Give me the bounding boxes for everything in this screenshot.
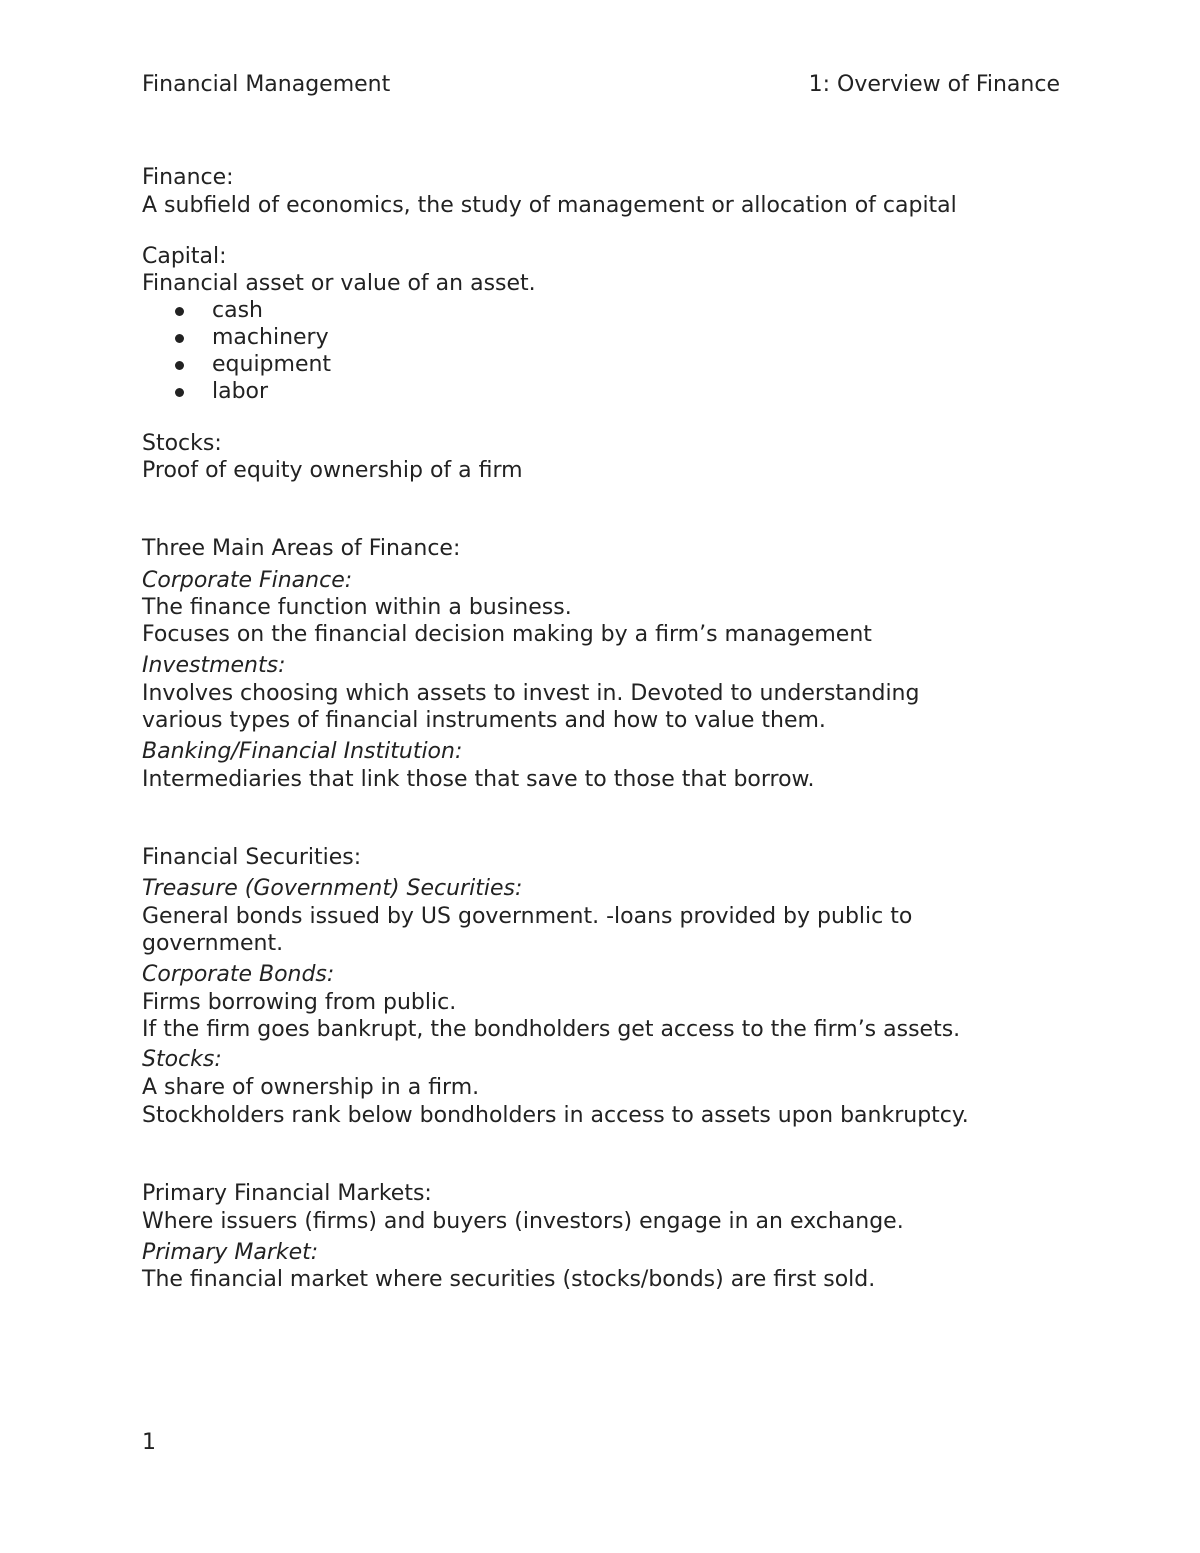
list-item-label: equipment xyxy=(212,352,332,377)
investments-line-1: Involves choosing which assets to invest in. Devoted to understanding xyxy=(142,681,920,706)
list-item-label: cash xyxy=(212,298,263,323)
banking-label: Banking/Financial Institution: xyxy=(142,739,463,764)
page-header xyxy=(142,70,1060,100)
bullet-icon xyxy=(175,307,184,316)
finance-heading: Finance: xyxy=(142,165,234,190)
primary-market-label: Primary Market: xyxy=(142,1240,319,1265)
treasury-line-1: General bonds issued by US government. -loans provided by public to xyxy=(142,904,913,929)
finance-definition: A subfield of economics, the study of management or allocation of capital xyxy=(142,193,957,218)
corporate-bonds-label: Corporate Bonds: xyxy=(142,962,335,987)
page-number: 1 xyxy=(142,1430,156,1455)
markets-definition: Where issuers (firms) and buyers (investors) engage in an exchange. xyxy=(142,1209,904,1234)
bullet-icon xyxy=(175,361,184,370)
securities-heading: Financial Securities: xyxy=(142,845,362,870)
list-item xyxy=(142,324,331,351)
header-chapter-title: 1: Overview of Finance xyxy=(808,72,1060,97)
primary-market-line-1: The financial market where securities (stocks/bonds) are first sold. xyxy=(142,1267,876,1292)
banking-line-1: Intermediaries that link those that save to those that borrow. xyxy=(142,767,815,792)
stocks-heading: Stocks: xyxy=(142,431,222,456)
capital-definition: Financial asset or value of an asset. xyxy=(142,271,536,296)
list-item-label: labor xyxy=(212,379,269,404)
treasury-label: Treasure (Government) Securities: xyxy=(142,876,523,901)
list-item-label: machinery xyxy=(212,325,329,350)
investments-label: Investments: xyxy=(142,653,286,678)
areas-heading: Three Main Areas of Finance: xyxy=(142,536,461,561)
capital-heading: Capital: xyxy=(142,244,227,269)
investments-line-2: various types of financial instruments and how to value them. xyxy=(142,708,826,733)
corporate-bonds-line-2: If the firm goes bankrupt, the bondholders get access to the firm’s assets. xyxy=(142,1017,961,1042)
header-course-title: Financial Management xyxy=(142,72,391,97)
corporate-finance-label: Corporate Finance: xyxy=(142,568,353,593)
securities-stocks-label: Stocks: xyxy=(142,1047,222,1072)
bullet-icon xyxy=(175,388,184,397)
capital-list xyxy=(142,297,331,405)
bullet-icon xyxy=(175,334,184,343)
corporate-bonds-line-1: Firms borrowing from public. xyxy=(142,990,457,1015)
securities-stocks-line-1: A share of ownership in a firm. xyxy=(142,1075,480,1100)
list-item xyxy=(142,351,331,378)
list-item xyxy=(142,378,331,405)
stocks-definition: Proof of equity ownership of a firm xyxy=(142,458,523,483)
treasury-line-2: government. xyxy=(142,931,284,956)
corporate-finance-line-1: The finance function within a business. xyxy=(142,595,572,620)
list-item xyxy=(142,297,331,324)
securities-stocks-line-2: Stockholders rank below bondholders in access to assets upon bankruptcy. xyxy=(142,1103,969,1128)
corporate-finance-line-2: Focuses on the financial decision making by a firm’s management xyxy=(142,622,872,647)
markets-heading: Primary Financial Markets: xyxy=(142,1181,432,1206)
